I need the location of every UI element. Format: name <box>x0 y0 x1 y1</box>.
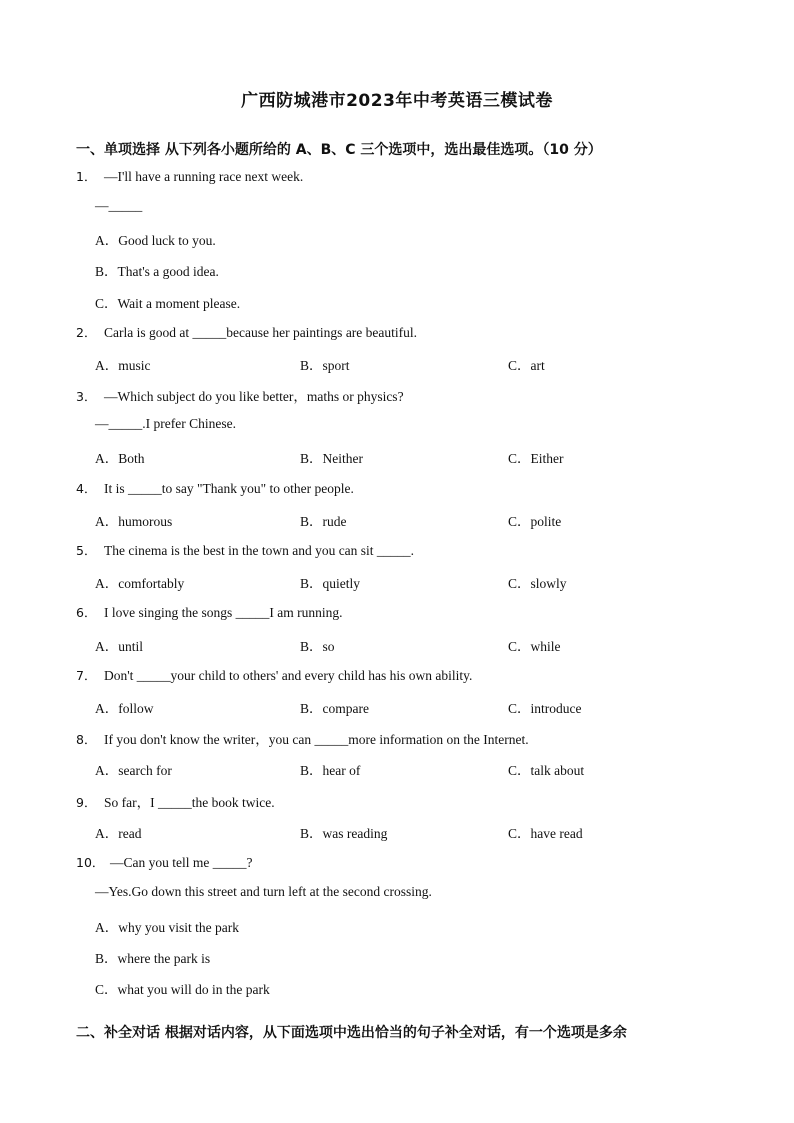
question-2 <box>76 323 417 341</box>
question-8 <box>76 728 529 748</box>
question-6-option-c: C．while <box>508 639 561 654</box>
question-1 <box>76 167 303 185</box>
page-title: 广西防城港市2023年中考英语三模试卷 <box>241 91 553 111</box>
question-5-option-a: A．comfortably <box>95 576 185 591</box>
question-10-option-a: A．why you visit the park <box>95 920 239 935</box>
question-6 <box>76 603 342 621</box>
question-1-option-b: B．That's a good idea. <box>95 264 219 279</box>
question-number: 10． <box>76 855 105 870</box>
question-3 <box>76 385 404 405</box>
question-8-option-b: B．hear of <box>300 763 361 778</box>
question-4-option-a: A．humorous <box>95 514 173 529</box>
question-1-reply: —_____ <box>95 198 143 213</box>
question-number: 6． <box>76 605 97 620</box>
question-number: 1． <box>76 169 97 184</box>
question-stem: —I'll have a running race next week. <box>104 169 304 184</box>
question-2-option-b: B．sport <box>300 358 350 373</box>
question-stem: It is _____to say "Thank you" to other people. <box>104 481 354 496</box>
question-number: 9． <box>76 795 97 810</box>
question-number: 4． <box>76 481 97 496</box>
question-1-option-c: C．Wait a moment please. <box>95 296 241 311</box>
question-5 <box>76 541 414 559</box>
question-number: 5． <box>76 543 97 558</box>
question-10-reply: —Yes.Go down this street and turn left at the second crossing. <box>95 884 432 899</box>
question-number: 8． <box>76 732 97 747</box>
question-number: 3． <box>76 389 97 404</box>
question-number: 2． <box>76 325 97 340</box>
question-9 <box>76 791 275 811</box>
question-stem: Don't _____your child to others' and every child has his own ability. <box>104 668 473 683</box>
question-8-option-a: A．search for <box>95 763 172 778</box>
question-9-option-b: B．was reading <box>300 826 388 841</box>
question-2-option-a: A．music <box>95 358 151 373</box>
question-7-option-c: C．introduce <box>508 701 582 716</box>
question-3-reply: —_____.I prefer Chinese. <box>95 416 236 431</box>
question-6-option-a: A．until <box>95 639 144 654</box>
question-1-option-a: A．Good luck to you. <box>95 233 216 248</box>
question-4-option-b: B．rude <box>300 514 347 529</box>
question-3-option-b: B．Neither <box>300 451 363 466</box>
question-10 <box>76 853 252 871</box>
question-10-option-b: B．where the park is <box>95 951 211 966</box>
question-6-option-b: B．so <box>300 639 335 654</box>
question-stem: —Can you tell me _____? <box>110 855 253 870</box>
question-10-option-c: C．what you will do in the park <box>95 982 270 997</box>
question-stem: —Which subject do you like better，maths or physics? <box>104 389 404 404</box>
question-4 <box>76 479 354 497</box>
question-9-option-a: A．read <box>95 826 142 841</box>
question-8-option-c: C．talk about <box>508 763 585 778</box>
question-7-option-b: B．compare <box>300 701 369 716</box>
question-stem: If you don't know the writer，you can _____more information on the Internet. <box>104 732 529 747</box>
question-2-option-c: C．art <box>508 358 545 373</box>
question-5-option-b: B．quietly <box>300 576 360 591</box>
question-stem: Carla is good at _____because her paintings are beautiful. <box>104 325 418 340</box>
question-stem: I love singing the songs _____I am running. <box>104 605 343 620</box>
question-stem: So far，I _____the book twice. <box>104 795 275 810</box>
question-3-option-a: A．Both <box>95 451 145 466</box>
section-1-heading: 一、单项选择 从下列各小题所给的 A、B、C 三个选项中，选出最佳选项。（10 分） <box>76 142 602 158</box>
question-5-option-c: C．slowly <box>508 576 567 591</box>
question-3-option-c: C．Either <box>508 451 564 466</box>
question-number: 7． <box>76 668 97 683</box>
question-7 <box>76 666 472 684</box>
question-7-option-a: A．follow <box>95 701 154 716</box>
question-stem: The cinema is the best in the town and you can sit _____. <box>104 543 415 558</box>
question-4-option-c: C．polite <box>508 514 562 529</box>
section-2-heading: 二、补全对话 根据对话内容，从下面选项中选出恰当的句子补全对话，有一个选项是多余 <box>76 1025 627 1041</box>
question-9-option-c: C．have read <box>508 826 583 841</box>
